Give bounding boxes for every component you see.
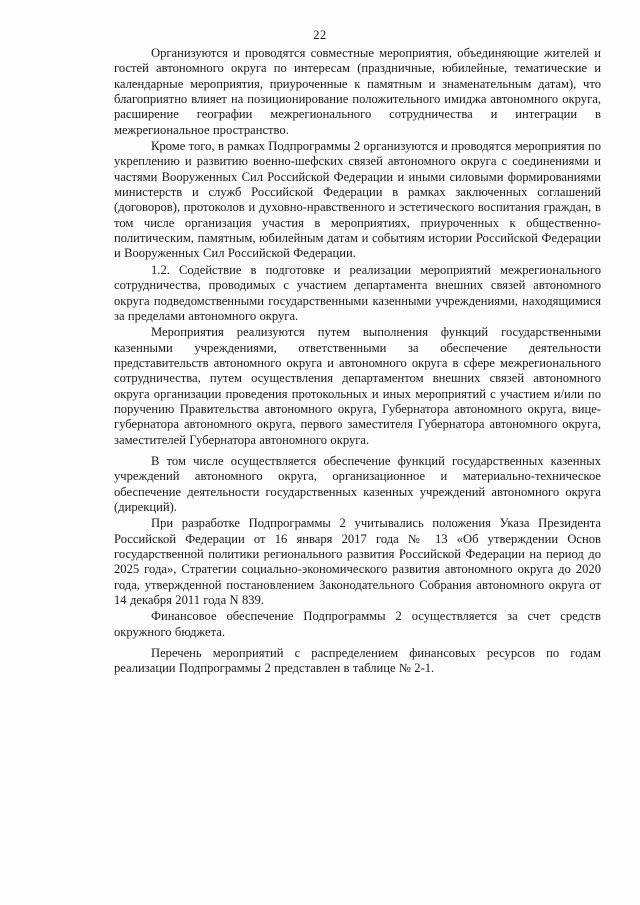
paragraph-support-functions: В том числе осуществляется обеспечение функций государственных казенных учреждений автономного округа, организационное и материально-техническое обеспечение деятельности государственных казенных учреждений автономного округа (дирекций). [114,453,601,514]
document-body [114,46,601,677]
paragraph-section-1-2: 1.2. Содействие в подготовке и реализации мероприятий межрегионального сотрудничества, проводимых с участием департамента внешних связей автономного округа подведомственными государственными казенными учреждениями, находящимися за пределами автономного округа. [114,262,601,323]
page-number: 22 [313,28,327,42]
paragraph-implementation: Мероприятия реализуются путем выполнения функций государственными казенными учреждениями, ответственными за обеспечение деятельности представительств автономного округа и автономного округа в сфере межрегионального сотрудничества, путем осуществления департаментом внешних связей автономного округа организации проведения протокольных и иных мероприятий с участием и/или по поручению Правительства автономного округа, Губернатора автономного округа, вице-губернатора автономного округа, первого заместителя Губернатора автономного округа, заместителей Губернатора автономного округа. [114,325,601,447]
paragraph-table-reference: Перечень мероприятий с распределением финансовых ресурсов по годам реализации Подпрограммы 2 представлен в таблице № 2-1. [114,646,601,676]
paragraph-military-patronage: Кроме того, в рамках Подпрограммы 2 организуются и проводятся мероприятия по укреплению и развитию военно-шефских связей автономного округа с соединениями и частями Вооруженных Сил Российской Федерации и иными силовыми формированиями министерств и служб Российской Федерации в рамках заключенных соглашений (договоров), протоколов и духовно-нравственного и эстетического воспитания граждан, в том числе организация участия в мероприятиях, приуроченных к общественно-политическим, памятным, юбилейным датам и событиям истории Российской Федерации и Вооруженных Сил Российской Федерации. [114,139,601,261]
paragraph-joint-events: Организуются и проводятся совместные мероприятия, объединяющие жителей и гостей автономного округа по интересам (праздничные, юбилейные, тематические и календарные мероприятия, приуроченные к памятным и знаменательным датам), что благоприятно влияет на позиционирование положительного имиджа автономного округа, расширение географии межрегионального сотрудничества и интеграции в межрегиональное пространство. [114,46,601,137]
paragraph-legal-basis: При разработке Подпрограммы 2 учитывались положения Указа Президента Российской Федерации от 16 января 2017 года № 13 «Об утверждении Основ государственной политики регионального развития Российской Федерации на период до 2025 года», Стратегии социально-экономического развития автономного округа до 2020 года, утвержденной постановлением Законодательного Собрания автономного округа от 14 декабря 2011 года N 839. [114,516,601,608]
paragraph-financing: Финансовое обеспечение Подпрограммы 2 осуществляется за счет средств окружного бюджета. [114,609,601,639]
